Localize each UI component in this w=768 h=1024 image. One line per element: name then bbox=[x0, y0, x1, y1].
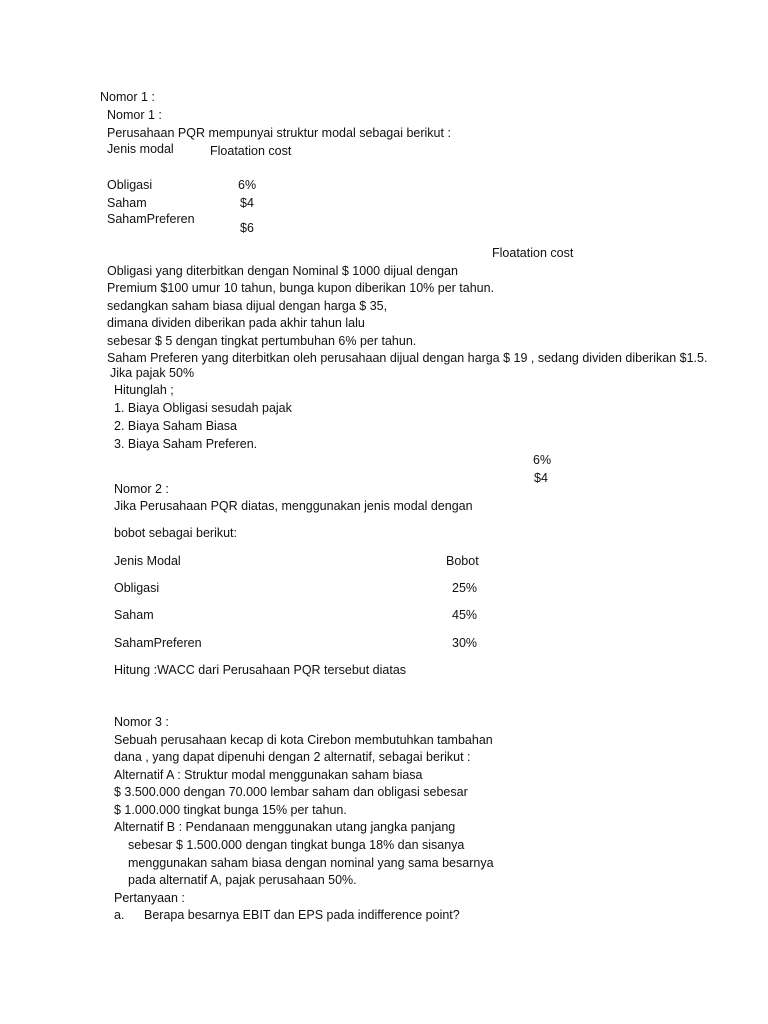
q2-line: bobot sebagai berikut: bbox=[114, 526, 238, 540]
q2-question: Hitung :WACC dari Perusahaan PQR tersebut diatas bbox=[114, 663, 407, 677]
q2-row-name: SahamPreferen bbox=[114, 636, 202, 650]
q2-col-bobot: Bobot bbox=[446, 554, 479, 568]
q1-row-name: Saham bbox=[107, 196, 147, 210]
q3-item-a-marker: a. bbox=[114, 908, 125, 922]
q1-line: Hitunglah ; bbox=[114, 383, 174, 397]
q3-line: menggunakan saham biasa dengan nominal yang sama besarnya bbox=[128, 856, 494, 870]
q1-stray-value: $4 bbox=[534, 471, 548, 485]
q1-line: 1. Biaya Obligasi sesudah pajak bbox=[114, 401, 292, 415]
q1-line: Jika pajak 50% bbox=[110, 366, 195, 380]
q2-row-value: 30% bbox=[452, 636, 478, 650]
q3-line: Sebuah perusahaan kecap di kota Cirebon membutuhkan tambahan bbox=[114, 733, 493, 747]
q1-line: sebesar $ 5 dengan tingkat pertumbuhan 6% per tahun. bbox=[107, 334, 417, 348]
q3-line: $ 1.000.000 tingkat bunga 15% per tahun. bbox=[114, 803, 347, 817]
q3-line: dana , yang dapat dipenuhi dengan 2 alternatif, sebagai berikut : bbox=[114, 750, 471, 764]
q3-line: $ 3.500.000 dengan 70.000 lembar saham dan obligasi sebesar bbox=[114, 785, 468, 799]
q1-row-value: $4 bbox=[240, 196, 254, 210]
q2-line: Jika Perusahaan PQR diatas, menggunakan jenis modal dengan bbox=[114, 499, 473, 513]
q1-row-name: Obligasi bbox=[107, 178, 153, 192]
q2-row-value: 45% bbox=[452, 608, 478, 622]
q2-row-name: Saham bbox=[114, 608, 154, 622]
q3-line: pada alternatif A, pajak perusahaan 50%. bbox=[128, 873, 357, 887]
q1-row-name: SahamPreferen bbox=[107, 212, 195, 226]
q3-item-a-text: Berapa besarnya EBIT dan EPS pada indifference point? bbox=[144, 908, 460, 922]
q3-line: sebesar $ 1.500.000 dengan tingkat bunga 18% dan sisanya bbox=[128, 838, 465, 852]
q3-line: Alternatif A : Struktur modal menggunakan saham biasa bbox=[114, 768, 423, 782]
q1-line: Saham Preferen yang diterbitkan oleh perusahaan dijual dengan harga $ 19 , sedang dividen diberikan $1.5. bbox=[107, 351, 708, 365]
q2-row-name: Obligasi bbox=[114, 581, 160, 595]
q1-col-flotation: Floatation cost bbox=[210, 144, 292, 158]
q1-stray-flotation: Floatation cost bbox=[492, 246, 574, 260]
q1-row-value: 6% bbox=[238, 178, 257, 192]
q3-line: Alternatif B : Pendanaan menggunakan utang jangka panjang bbox=[114, 820, 456, 834]
q1-row-value: $6 bbox=[240, 221, 254, 235]
q1-line: Obligasi yang diterbitkan dengan Nominal $ 1000 dijual dengan bbox=[107, 264, 458, 278]
q1-line: 3. Biaya Saham Preferen. bbox=[114, 437, 258, 451]
q3-line: Pertanyaan : bbox=[114, 891, 185, 905]
q3-title: Nomor 3 : bbox=[114, 715, 169, 729]
heading: Nomor 1 : bbox=[100, 90, 155, 104]
q1-line: dimana dividen diberikan pada akhir tahun lalu bbox=[107, 316, 365, 330]
q1-line: sedangkan saham biasa dijual dengan harga $ 35, bbox=[107, 299, 388, 313]
q1-line: Premium $100 umur 10 tahun, bunga kupon diberikan 10% per tahun. bbox=[107, 281, 495, 295]
q1-line: 2. Biaya Saham Biasa bbox=[114, 419, 237, 433]
q1-col-jenis: Jenis modal bbox=[107, 142, 174, 156]
q1-stray-value: 6% bbox=[533, 453, 552, 467]
q1-intro: Perusahaan PQR mempunyai struktur modal sebagai berikut : bbox=[107, 126, 451, 140]
q1-title: Nomor 1 : bbox=[107, 108, 162, 122]
q2-title: Nomor 2 : bbox=[114, 482, 169, 496]
q2-col-jenis: Jenis Modal bbox=[114, 554, 181, 568]
q2-row-value: 25% bbox=[452, 581, 478, 595]
